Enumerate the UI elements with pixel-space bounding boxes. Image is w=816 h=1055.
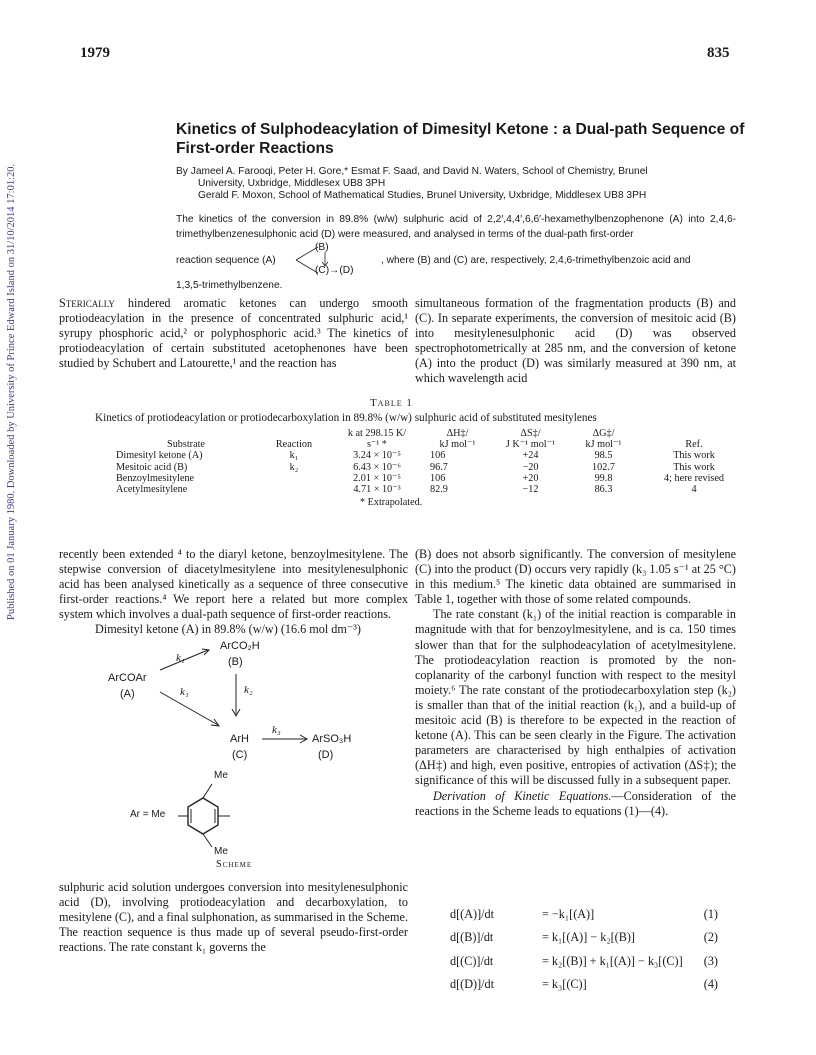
table-header-cell: s⁻¹ * <box>366 439 388 451</box>
section-heading-inline: Derivation of Kinetic Equations. <box>433 788 612 803</box>
table-row <box>112 484 753 495</box>
scheme-k1-upper: k₁ <box>176 652 185 664</box>
table-cell: +24 <box>522 450 539 462</box>
paragraph-right-2c-text: —Consideration of the reactions in the Scheme leads to equations (1)—(4). <box>415 788 736 818</box>
paragraph-2b-text: Dimesityl ketone (A) in 89.8% (w/w) (16.6 mol dm⁻³) <box>95 622 361 637</box>
abstract-text-3: 1,3,5-trimethylbenzene. <box>176 280 283 291</box>
header-page-number: 835 <box>707 45 730 61</box>
abstract <box>176 212 736 293</box>
scheme-k2: k₂ <box>244 684 253 696</box>
table-cell: This work <box>673 461 715 473</box>
equation-rhs: = k₃[(C)] <box>542 977 587 991</box>
table-cell: 2.01 × 10⁻⁵ <box>353 472 401 484</box>
scheme-label-d: (D) <box>318 749 334 761</box>
body-paragraph-right-1: simultaneous formation of the fragmentation products (B) and (C). In separate experiments, the conversion of mesitoic acid (B) into mesitylenesulphonic acid (D) was observed spectrophotometrically at 285 nm, and the conversion of ketone (A) into the product (D) was similarly measured at 390 nm, at which wavelength acid <box>415 296 736 386</box>
paragraph-right-2a: (B) does not absorb significantly. The conversion of mesitylene (C) into the product (D) occurs very rapidly (k₃ 1.05 s⁻¹ at 25 °C) in this medium.⁵ The kinetic data obtained are summarised in Table 1, together with those of some related compounds. <box>415 547 736 607</box>
table-cell: 4; here revised <box>664 472 724 484</box>
equation-number: (3) <box>703 954 718 968</box>
table-cell: 4 <box>691 484 697 496</box>
abstract-sequence-line <box>176 242 736 276</box>
table-cell: −12 <box>522 484 539 496</box>
table-cell: k₂ <box>289 461 299 473</box>
table-header-cell: Reaction <box>275 439 313 451</box>
table-cell: Mesitoic acid (B) <box>116 461 188 473</box>
equation-4 <box>450 977 730 992</box>
table-cell: k₁ <box>289 450 299 462</box>
equation-rhs: = k₁[(A)] − k₂[(B)] <box>542 930 635 944</box>
author-block <box>176 166 756 203</box>
body-paragraph-3: sulphuric acid solution undergoes conversion into mesitylenesulphonic acid (D), involving protiodeacylation and decarboxylation, to mesitylene (C), and a final sulphonation, as summarised in the Scheme. The reaction sequence is thus made up of several pseudo-first-order reactions. The rate constant k₁ governs the <box>59 880 408 955</box>
header-year: 1979 <box>80 45 110 61</box>
table-title: Kinetics of protiodeacylation or protiodecarboxylation in 89.8% (w/w) sulphuric acid of substituted mesitylenes <box>95 412 597 424</box>
paragraph-right-2b: The rate constant (k₁) of the initial reaction is comparable in magnitude with that for benzoylmesitylene, and is ca. 150 times slower than that for the sulphodeacylation of acetylmesitylene. The protiodeacylation reaction is promoted by the non-coplanarity of the carbonyl function with respect to the mesityl moiety.⁶ The rate constant of the protiodecarboxylation step (k₂) is smaller than that of the initial reaction (k₁), and a build-up of mesitoic acid (B) is therefore to be expected in the reaction of ketone (A). This can be seen clearly in the Figure. The activation parameters are characterised by high enthalpies of activation (ΔH‡) and high, even positive, entropies of activation (ΔS‡); the significance of this will be discussed fully in a subsequent paper. <box>415 607 736 788</box>
equation-1 <box>450 907 730 922</box>
table-cell <box>260 484 328 495</box>
body-paragraph-right-2 <box>415 547 736 819</box>
table-cell: 106 <box>430 472 446 484</box>
table-header-cell: Ref. <box>685 439 703 451</box>
scheme-k1-lower: k₁ <box>180 686 189 698</box>
table-header-row-bottom <box>112 439 753 450</box>
paragraph-right-2c <box>415 789 736 819</box>
abstract-sequence-label: reaction sequence (A) <box>176 255 276 266</box>
table-cell: Acetylmesitylene <box>116 484 188 496</box>
table-header-row-top <box>112 428 753 439</box>
scheme-k3: k₃ <box>272 724 281 736</box>
table-row <box>112 450 753 461</box>
scheme-me-top: Me <box>214 770 228 781</box>
table-header-cell: J K⁻¹ mol⁻¹ <box>505 439 556 451</box>
equation-3 <box>450 954 730 969</box>
equation-lhs: d[(D)]/dt <box>450 977 494 991</box>
abstract-text-2: , where (B) and (C) are, respectively, 2,4,6-trimethylbenzoic acid and <box>381 255 691 266</box>
table-cell: 6.43 × 10⁻⁶ <box>353 461 401 473</box>
table-header-cell: kJ mol⁻¹ <box>439 439 476 451</box>
scheme-ar-definition: Ar = Me <box>130 809 166 820</box>
table-header-cell: ΔH‡/ <box>446 428 469 439</box>
table-header-cell <box>260 428 328 439</box>
author-line-3: Gerald F. Moxon, School of Mathematical Studies, Brunel University, Uxbridge, Middlesex UB8 3PH <box>198 190 647 202</box>
author-line-2: University, Uxbridge, Middlesex UB8 3PH <box>198 178 386 190</box>
download-notice-text: Published on 01 January 1980. Downloaded by University of Prince Edward Island on 31/10/2014 17:01:20. <box>6 163 17 620</box>
table-footnote: * Extrapolated. <box>360 497 423 508</box>
table-header-cell: k at 298.15 K/ <box>347 428 407 439</box>
body-paragraph-2 <box>59 547 408 638</box>
scheme-arh: ArH <box>230 733 249 745</box>
table-cell: This work <box>673 450 715 462</box>
table-cell: 102.7 <box>592 461 615 473</box>
table-cell: 3.24 × 10⁻⁵ <box>353 450 401 462</box>
table-cell: 98.5 <box>594 450 613 462</box>
body-paragraph-1 <box>59 296 408 371</box>
equation-lhs: d[(C)]/dt <box>450 954 494 968</box>
table-header-cell <box>112 428 260 439</box>
author-line-1: By Jameel A. Farooqi, Peter H. Gore,* Esmat F. Saad, and David N. Waters, School of Chemistry, Brunel <box>176 166 648 177</box>
table-header-cell: Substrate <box>167 439 205 451</box>
equation-number: (1) <box>703 907 718 921</box>
scheme-label-a: (A) <box>120 688 135 700</box>
equation-rhs: = −k₁[(A)] <box>542 907 595 921</box>
scheme-arcoar: ArCOAr <box>108 672 147 684</box>
paragraph-1-text: hindered aromatic ketones can undergo smooth protiodeacylation in the presence of concentrated sulphuric acid,¹ syrupy phosphoric acid,² or polyphosphoric acid.³ The kinetics of protiodeacylation of certain substituted acetophenones have been studied by Schubert and Latourette,¹ and the reaction has <box>59 296 408 371</box>
table-header-cell: kJ mol⁻¹ <box>585 439 622 451</box>
reaction-scheme <box>100 640 400 870</box>
table-cell <box>260 473 328 484</box>
scheme-me-bottom: Me <box>214 846 228 857</box>
table-cell: +20 <box>522 472 539 484</box>
equation-rhs: = k₂[(B)] + k₁[(A)] − k₃[(C)] <box>542 954 683 968</box>
abstract-text-1: The kinetics of the conversion in 89.8% (w/w) sulphuric acid of 2,2′,4,4′,6,6′-hexamethylbenzophenone (A) into 2,4,6-trimethylbenzenesulphonic acid (D) were measured, and analysed in terms of the dual-path first-order <box>176 214 736 240</box>
equation-number: (2) <box>703 930 718 944</box>
table-cell: 86.3 <box>594 484 613 496</box>
scheme-arso3h: ArSO₃H <box>312 733 352 745</box>
table-header-cell <box>635 428 753 439</box>
equation-lhs: d[(A)]/dt <box>450 907 494 921</box>
table-cell: 106 <box>430 450 446 462</box>
paragraph-2-text: recently been extended ⁴ to the diaryl ketone, benzoylmesitylene. The stepwise conversion of diacetylmesitylene into mesitylenesulphonic acid has been analysed kinetically as a sequence of three consecutive first-order reactions.⁴ We report here a related but more complex system which involves a dual-path sequence of first-order reactions. <box>59 547 408 622</box>
abstract-sequence-cd: (C)→(D) <box>315 265 354 276</box>
equation-2 <box>450 930 730 945</box>
abstract-sequence-b: (B) <box>315 242 329 253</box>
table-caption: Table 1 <box>370 397 413 409</box>
scheme-label-b: (B) <box>228 656 243 668</box>
scheme-arco2h: ArCO₂H <box>220 640 260 652</box>
table-row <box>112 462 753 473</box>
paragraph-lead-word: Sterically <box>59 296 115 310</box>
table-header-cell: ΔG‡/ <box>592 428 615 439</box>
table-header-cell: ΔS‡/ <box>520 428 541 439</box>
kinetics-table <box>112 428 753 495</box>
table-cell: 82.9 <box>430 484 448 496</box>
table-row <box>112 473 753 484</box>
table-cell: 4.71 × 10⁻³ <box>353 484 401 496</box>
paper-title: Kinetics of Sulphodeacylation of Dimesityl Ketone : a Dual-path Sequence of First-order Reactions <box>176 121 745 157</box>
equation-lhs: d[(B)]/dt <box>450 930 494 944</box>
scheme-caption: Scheme <box>216 859 253 870</box>
table-cell: 99.8 <box>594 472 613 484</box>
table-cell: −20 <box>522 461 539 473</box>
table-cell: Benzoylmesitylene <box>116 472 195 484</box>
equation-number: (4) <box>703 977 718 991</box>
scheme-label-c: (C) <box>232 749 248 761</box>
table-cell: Dimesityl ketone (A) <box>116 450 203 462</box>
table-cell: 96.7 <box>430 461 448 473</box>
